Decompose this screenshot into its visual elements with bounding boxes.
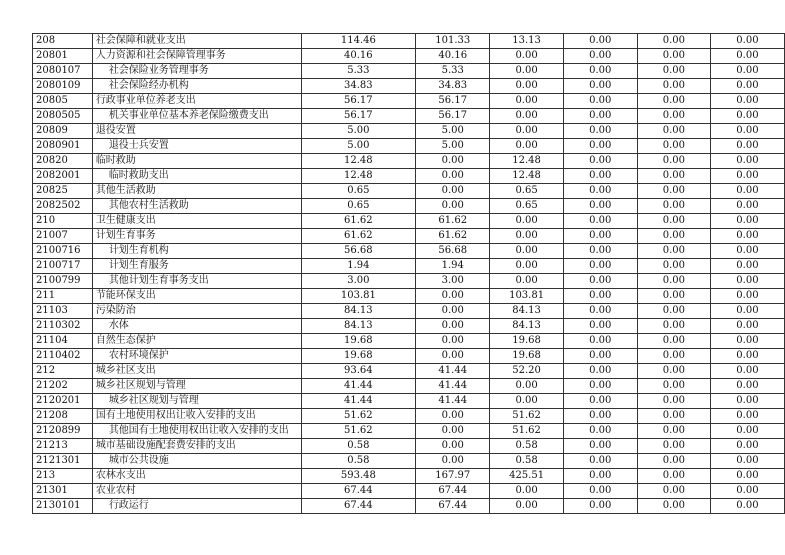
subject-name: 临时救助	[92, 154, 301, 169]
table-row	[33, 499, 785, 514]
subject-name: 社会保障和就业支出	[92, 34, 301, 49]
table-row	[33, 199, 785, 214]
amount-cell: 0.00	[637, 379, 710, 394]
amount-cell: 0.00	[416, 319, 490, 334]
amount-cell: 0.00	[710, 424, 784, 439]
amount-cell: 0.00	[637, 244, 710, 259]
amount-cell: 41.44	[301, 379, 415, 394]
amount-cell: 0.00	[416, 304, 490, 319]
amount-cell: 0.58	[490, 454, 563, 469]
amount-cell: 0.00	[490, 64, 563, 79]
amount-cell: 0.00	[416, 349, 490, 364]
amount-cell: 0.00	[563, 214, 637, 229]
table-row	[33, 229, 785, 244]
amount-cell: 67.44	[301, 484, 415, 499]
amount-cell: 52.20	[490, 364, 563, 379]
amount-cell: 0.00	[637, 424, 710, 439]
amount-cell: 56.68	[301, 244, 415, 259]
subject-name: 城乡社区支出	[92, 364, 301, 379]
subject-name: 国有土地使用权出让收入安排的支出	[92, 409, 301, 424]
subject-name: 农林水支出	[92, 469, 301, 484]
amount-cell: 103.81	[490, 289, 563, 304]
amount-cell: 0.00	[563, 319, 637, 334]
amount-cell: 0.00	[710, 454, 784, 469]
table-row	[33, 484, 785, 499]
amount-cell: 0.00	[710, 244, 784, 259]
amount-cell: 0.00	[710, 499, 784, 514]
amount-cell: 0.65	[301, 184, 415, 199]
amount-cell: 0.00	[637, 334, 710, 349]
amount-cell: 0.00	[637, 319, 710, 334]
table-row	[33, 289, 785, 304]
subject-code: 2100799	[33, 274, 93, 289]
amount-cell: 0.00	[710, 334, 784, 349]
amount-cell: 34.83	[301, 79, 415, 94]
subject-name: 城乡社区规划与管理	[92, 379, 301, 394]
amount-cell: 0.00	[563, 484, 637, 499]
subject-code: 20805	[33, 94, 93, 109]
amount-cell: 0.00	[563, 439, 637, 454]
amount-cell: 67.44	[416, 499, 490, 514]
amount-cell: 34.83	[416, 79, 490, 94]
amount-cell: 593.48	[301, 469, 415, 484]
amount-cell: 0.00	[490, 139, 563, 154]
amount-cell: 0.00	[637, 124, 710, 139]
amount-cell: 0.00	[710, 319, 784, 334]
amount-cell: 61.62	[301, 214, 415, 229]
amount-cell: 0.00	[563, 409, 637, 424]
subject-code: 208	[33, 34, 93, 49]
amount-cell: 0.00	[710, 34, 784, 49]
table-row	[33, 394, 785, 409]
amount-cell: 0.00	[490, 259, 563, 274]
amount-cell: 0.00	[637, 364, 710, 379]
amount-cell: 0.00	[637, 304, 710, 319]
subject-name: 农村环境保护	[92, 349, 301, 364]
table-row	[33, 334, 785, 349]
amount-cell: 12.48	[490, 154, 563, 169]
amount-cell: 0.00	[490, 244, 563, 259]
subject-name: 污染防治	[92, 304, 301, 319]
amount-cell: 0.00	[490, 124, 563, 139]
subject-code: 21202	[33, 379, 93, 394]
amount-cell: 0.00	[637, 109, 710, 124]
amount-cell: 0.00	[563, 334, 637, 349]
subject-name: 退役安置	[92, 124, 301, 139]
amount-cell: 0.00	[563, 49, 637, 64]
amount-cell: 0.00	[563, 424, 637, 439]
amount-cell: 0.00	[637, 199, 710, 214]
subject-code: 21103	[33, 304, 93, 319]
subject-code: 2082502	[33, 199, 93, 214]
amount-cell: 0.00	[416, 424, 490, 439]
table-row	[33, 319, 785, 334]
amount-cell: 56.68	[416, 244, 490, 259]
subject-code: 20809	[33, 124, 93, 139]
table-row	[33, 109, 785, 124]
amount-cell: 0.00	[710, 409, 784, 424]
amount-cell: 12.48	[301, 169, 415, 184]
table-row	[33, 124, 785, 139]
amount-cell: 0.00	[416, 199, 490, 214]
subject-name: 机关事业单位基本养老保险缴费支出	[92, 109, 301, 124]
amount-cell: 0.00	[710, 259, 784, 274]
subject-name: 社会保险经办机构	[92, 79, 301, 94]
amount-cell: 0.00	[563, 259, 637, 274]
subject-name: 计划生育机构	[92, 244, 301, 259]
amount-cell: 0.00	[563, 184, 637, 199]
table-row	[33, 214, 785, 229]
subject-code: 2080109	[33, 79, 93, 94]
amount-cell: 0.00	[637, 274, 710, 289]
amount-cell: 51.62	[490, 424, 563, 439]
amount-cell: 0.00	[563, 499, 637, 514]
amount-cell: 56.17	[301, 109, 415, 124]
amount-cell: 0.00	[563, 274, 637, 289]
amount-cell: 51.62	[301, 409, 415, 424]
amount-cell: 0.00	[710, 139, 784, 154]
table-row	[33, 64, 785, 79]
amount-cell: 13.13	[490, 34, 563, 49]
amount-cell: 0.00	[563, 229, 637, 244]
amount-cell: 0.00	[490, 109, 563, 124]
subject-name: 其他生活救助	[92, 184, 301, 199]
subject-name: 城市公共设施	[92, 454, 301, 469]
subject-code: 2082001	[33, 169, 93, 184]
amount-cell: 41.44	[416, 394, 490, 409]
subject-name: 城乡社区规划与管理	[92, 394, 301, 409]
subject-name: 计划生育服务	[92, 259, 301, 274]
subject-name: 其他农村生活救助	[92, 199, 301, 214]
subject-name: 计划生育事务	[92, 229, 301, 244]
amount-cell: 0.00	[490, 484, 563, 499]
amount-cell: 0.00	[416, 334, 490, 349]
amount-cell: 0.00	[637, 289, 710, 304]
amount-cell: 0.00	[637, 184, 710, 199]
amount-cell: 0.00	[416, 439, 490, 454]
amount-cell: 0.00	[637, 94, 710, 109]
amount-cell: 67.44	[416, 484, 490, 499]
subject-code: 21208	[33, 409, 93, 424]
amount-cell: 0.00	[637, 34, 710, 49]
amount-cell: 0.00	[563, 124, 637, 139]
amount-cell: 0.00	[637, 139, 710, 154]
amount-cell: 0.00	[490, 229, 563, 244]
amount-cell: 0.00	[416, 454, 490, 469]
table-row	[33, 424, 785, 439]
amount-cell: 67.44	[301, 499, 415, 514]
subject-code: 2080505	[33, 109, 93, 124]
subject-name: 行政事业单位养老支出	[92, 94, 301, 109]
amount-cell: 0.00	[710, 469, 784, 484]
subject-name: 临时救助支出	[92, 169, 301, 184]
subject-name: 其他国有土地使用权出让收入安排的支出	[92, 424, 301, 439]
amount-cell: 12.48	[490, 169, 563, 184]
amount-cell: 0.00	[637, 169, 710, 184]
amount-cell: 93.64	[301, 364, 415, 379]
table-row	[33, 154, 785, 169]
amount-cell: 0.00	[710, 64, 784, 79]
table-row	[33, 454, 785, 469]
amount-cell: 0.00	[637, 79, 710, 94]
amount-cell: 40.16	[301, 49, 415, 64]
amount-cell: 0.58	[301, 439, 415, 454]
table-row	[33, 304, 785, 319]
subject-name: 节能环保支出	[92, 289, 301, 304]
amount-cell: 0.00	[416, 289, 490, 304]
amount-cell: 0.65	[490, 184, 563, 199]
amount-cell: 84.13	[301, 304, 415, 319]
amount-cell: 0.00	[637, 154, 710, 169]
amount-cell: 0.00	[710, 214, 784, 229]
amount-cell: 0.65	[490, 199, 563, 214]
subject-code: 20820	[33, 154, 93, 169]
amount-cell: 0.00	[710, 394, 784, 409]
amount-cell: 0.00	[637, 409, 710, 424]
subject-code: 2120899	[33, 424, 93, 439]
amount-cell: 0.00	[563, 289, 637, 304]
amount-cell: 0.00	[710, 304, 784, 319]
table-row	[33, 379, 785, 394]
amount-cell: 0.00	[710, 184, 784, 199]
budget-table	[32, 33, 785, 514]
amount-cell: 0.00	[710, 79, 784, 94]
amount-cell: 41.44	[301, 394, 415, 409]
subject-code: 2100716	[33, 244, 93, 259]
table-row	[33, 259, 785, 274]
amount-cell: 56.17	[416, 94, 490, 109]
amount-cell: 101.33	[416, 34, 490, 49]
amount-cell: 0.00	[710, 94, 784, 109]
subject-code: 21301	[33, 484, 93, 499]
amount-cell: 5.33	[301, 64, 415, 79]
amount-cell: 19.68	[301, 349, 415, 364]
amount-cell: 1.94	[301, 259, 415, 274]
amount-cell: 84.13	[301, 319, 415, 334]
amount-cell: 0.00	[637, 49, 710, 64]
subject-name: 其他计划生育事务支出	[92, 274, 301, 289]
subject-code: 21007	[33, 229, 93, 244]
amount-cell: 56.17	[416, 109, 490, 124]
amount-cell: 0.00	[710, 484, 784, 499]
amount-cell: 0.00	[563, 79, 637, 94]
amount-cell: 0.00	[637, 469, 710, 484]
subject-code: 2130101	[33, 499, 93, 514]
amount-cell: 0.00	[563, 394, 637, 409]
amount-cell: 0.00	[637, 454, 710, 469]
table-row	[33, 349, 785, 364]
amount-cell: 1.94	[416, 259, 490, 274]
amount-cell: 0.00	[637, 229, 710, 244]
table-row	[33, 274, 785, 289]
amount-cell: 56.17	[301, 94, 415, 109]
amount-cell: 0.00	[563, 379, 637, 394]
amount-cell: 0.00	[490, 49, 563, 64]
amount-cell: 19.68	[490, 349, 563, 364]
subject-code: 211	[33, 289, 93, 304]
table-row	[33, 34, 785, 49]
amount-cell: 0.00	[710, 199, 784, 214]
amount-cell: 167.97	[416, 469, 490, 484]
amount-cell: 0.00	[637, 259, 710, 274]
amount-cell: 103.81	[301, 289, 415, 304]
subject-code: 21104	[33, 334, 93, 349]
amount-cell: 19.68	[490, 334, 563, 349]
subject-name: 农业农村	[92, 484, 301, 499]
amount-cell: 0.00	[563, 349, 637, 364]
amount-cell: 0.58	[490, 439, 563, 454]
table-row	[33, 169, 785, 184]
amount-cell: 5.00	[301, 124, 415, 139]
table-row	[33, 49, 785, 64]
amount-cell: 0.00	[710, 169, 784, 184]
amount-cell: 0.00	[710, 439, 784, 454]
amount-cell: 0.00	[563, 169, 637, 184]
table-body	[33, 34, 785, 514]
amount-cell: 61.62	[416, 214, 490, 229]
subject-name: 行政运行	[92, 499, 301, 514]
subject-code: 2110402	[33, 349, 93, 364]
table-row	[33, 139, 785, 154]
amount-cell: 0.00	[563, 109, 637, 124]
amount-cell: 0.00	[637, 214, 710, 229]
amount-cell: 0.00	[710, 349, 784, 364]
table-row	[33, 439, 785, 454]
amount-cell: 0.00	[710, 229, 784, 244]
table-row	[33, 469, 785, 484]
amount-cell: 0.00	[710, 154, 784, 169]
amount-cell: 0.65	[301, 199, 415, 214]
amount-cell: 0.00	[490, 379, 563, 394]
amount-cell: 0.00	[563, 139, 637, 154]
amount-cell: 0.00	[490, 394, 563, 409]
amount-cell: 0.00	[563, 304, 637, 319]
amount-cell: 40.16	[416, 49, 490, 64]
subject-code: 210	[33, 214, 93, 229]
amount-cell: 51.62	[490, 409, 563, 424]
amount-cell: 0.00	[710, 379, 784, 394]
amount-cell: 0.00	[563, 364, 637, 379]
subject-code: 2080107	[33, 64, 93, 79]
subject-code: 2100717	[33, 259, 93, 274]
subject-name: 城市基础设施配套费安排的支出	[92, 439, 301, 454]
amount-cell: 0.00	[490, 499, 563, 514]
amount-cell: 0.00	[710, 274, 784, 289]
amount-cell: 84.13	[490, 304, 563, 319]
amount-cell: 0.00	[490, 214, 563, 229]
table-row	[33, 79, 785, 94]
amount-cell: 0.00	[490, 94, 563, 109]
amount-cell: 0.00	[563, 34, 637, 49]
subject-name: 卫生健康支出	[92, 214, 301, 229]
subject-code: 2080901	[33, 139, 93, 154]
amount-cell: 0.00	[710, 109, 784, 124]
table-row	[33, 409, 785, 424]
subject-code: 21213	[33, 439, 93, 454]
amount-cell: 114.46	[301, 34, 415, 49]
subject-name: 退役士兵安置	[92, 139, 301, 154]
amount-cell: 0.00	[563, 154, 637, 169]
amount-cell: 51.62	[301, 424, 415, 439]
subject-code: 2120201	[33, 394, 93, 409]
amount-cell: 5.00	[416, 139, 490, 154]
amount-cell: 0.00	[637, 64, 710, 79]
subject-code: 20825	[33, 184, 93, 199]
amount-cell: 0.00	[416, 169, 490, 184]
subject-code: 20801	[33, 49, 93, 64]
amount-cell: 0.00	[563, 64, 637, 79]
subject-name: 水体	[92, 319, 301, 334]
amount-cell: 0.00	[490, 79, 563, 94]
amount-cell: 0.00	[490, 274, 563, 289]
table-row	[33, 364, 785, 379]
amount-cell: 0.00	[563, 454, 637, 469]
amount-cell: 41.44	[416, 379, 490, 394]
subject-name: 社会保险业务管理事务	[92, 64, 301, 79]
amount-cell: 19.68	[301, 334, 415, 349]
amount-cell: 0.00	[637, 439, 710, 454]
amount-cell: 0.00	[637, 484, 710, 499]
amount-cell: 3.00	[301, 274, 415, 289]
amount-cell: 5.33	[416, 64, 490, 79]
subject-code: 2121301	[33, 454, 93, 469]
amount-cell: 0.00	[563, 199, 637, 214]
amount-cell: 84.13	[490, 319, 563, 334]
amount-cell: 0.00	[637, 499, 710, 514]
subject-code: 212	[33, 364, 93, 379]
amount-cell: 0.00	[710, 49, 784, 64]
amount-cell: 0.00	[416, 409, 490, 424]
amount-cell: 0.00	[563, 244, 637, 259]
table-row	[33, 244, 785, 259]
amount-cell: 0.00	[416, 184, 490, 199]
amount-cell: 0.00	[637, 394, 710, 409]
amount-cell: 5.00	[301, 139, 415, 154]
amount-cell: 0.00	[710, 124, 784, 139]
amount-cell: 0.00	[710, 289, 784, 304]
amount-cell: 41.44	[416, 364, 490, 379]
table-row	[33, 94, 785, 109]
subject-code: 2110302	[33, 319, 93, 334]
amount-cell: 0.00	[563, 94, 637, 109]
amount-cell: 61.62	[301, 229, 415, 244]
amount-cell: 12.48	[301, 154, 415, 169]
subject-code: 213	[33, 469, 93, 484]
table-row	[33, 184, 785, 199]
amount-cell: 0.00	[637, 349, 710, 364]
amount-cell: 5.00	[416, 124, 490, 139]
amount-cell: 61.62	[416, 229, 490, 244]
amount-cell: 0.00	[416, 154, 490, 169]
amount-cell: 3.00	[416, 274, 490, 289]
subject-name: 人力资源和社会保障管理事务	[92, 49, 301, 64]
amount-cell: 425.51	[490, 469, 563, 484]
amount-cell: 0.00	[710, 364, 784, 379]
subject-name: 自然生态保护	[92, 334, 301, 349]
amount-cell: 0.58	[301, 454, 415, 469]
amount-cell: 0.00	[563, 469, 637, 484]
